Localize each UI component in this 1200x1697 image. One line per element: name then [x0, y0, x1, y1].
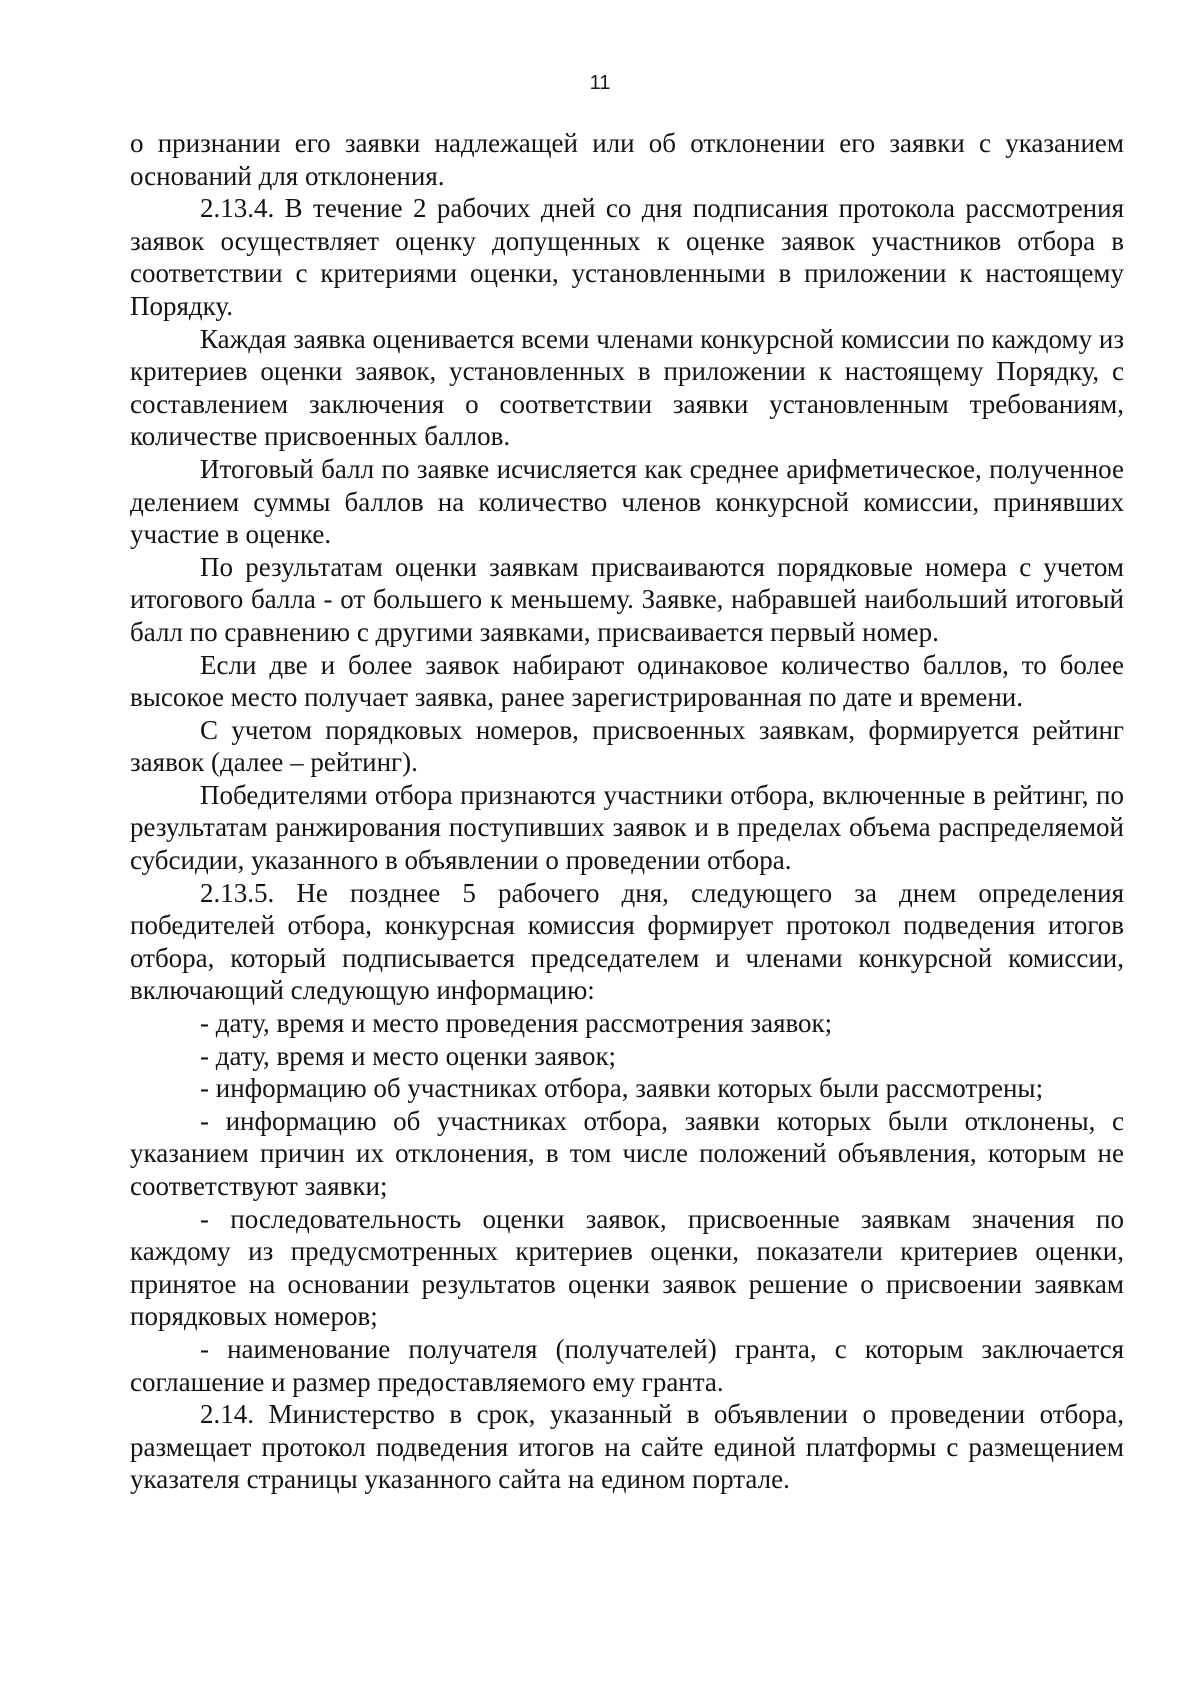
list-item-evaluation-date: - дату, время и место оценки заявок;: [200, 1040, 617, 1071]
paragraph-rating: С учетом порядковых номеров, присвоенных заявкам, формируется рейтинг заявок (далее – рейтинг).: [130, 714, 1124, 778]
document-body: [130, 127, 1124, 1496]
paragraph-final-score: Итоговый балл по заявке исчисляется как среднее арифметическое, полученное делением суммы баллов на количество членов конкурсной комиссии, принявших участие в оценке.: [130, 453, 1124, 550]
paragraph-2-13-4: 2.13.4. В течение 2 рабочих дней со дня подписания протокола рассмотрения заявок осуществляет оценку допущенных к оценке заявок участников отбора в соответствии с критериями оценки, установленными в приложении к настоящему Порядку.: [130, 193, 1124, 321]
list-item-evaluation-sequence: - последовательность оценки заявок, присвоенные заявкам значения по каждому из предусмотренных критериев оценки, показатели критериев оценки, принятое на основании результатов оценки заявок решение о присвоении заявкам порядковых номеров;: [130, 1203, 1124, 1332]
paragraph-continuation: о признании его заявки надлежащей или об отклонении его заявки с указанием оснований для отклонения.: [130, 128, 1124, 191]
paragraph-2-14: 2.14. Министерство в срок, указанный в объявлении о проведении отбора, размещает протокол подведения итогов на сайте единой платформы с размещением указателя страницы указанного сайта на едином портале.: [130, 1399, 1124, 1495]
list-item-rejected-participants: - информацию об участниках отбора, заявки которых были отклонены, с указанием причин их отклонения, в том числе положений объявления, которым не соответствуют заявки;: [130, 1105, 1124, 1201]
paragraph-ordinal-numbers: По результатам оценки заявкам присваиваются порядковые номера с учетом итогового балла - от большего к меньшему. Заявке, набравшей наибольший итоговый балл по сравнению с другими заявками, присваивается первый номер.: [130, 551, 1124, 647]
list-item-grant-recipient: - наименование получателя (получателей) гранта, с которым заключается соглашение и размер предоставляемого ему гранта.: [130, 1333, 1124, 1397]
paragraph-evaluation-by-members: Каждая заявка оценивается всеми членами конкурсной комиссии по каждому из критериев оценки заявок, установленных в приложении к настоящему Порядку, с составлением заключения о соответствии заявки установленным требованиям, количестве присвоенных баллов.: [130, 323, 1124, 452]
page-number: 11: [589, 72, 611, 94]
list-item-reviewed-participants: - информацию об участниках отбора, заявки которых были рассмотрены;: [200, 1073, 1044, 1104]
list-item-review-date: - дату, время и место проведения рассмотрения заявок;: [200, 1008, 833, 1039]
paragraph-winners: Победителями отбора признаются участники отбора, включенные в рейтинг, по результатам ранжирования поступивших заявок и в пределах объема распределяемой субсидии, указанного в объявлении о проведении отбора.: [130, 779, 1124, 876]
paragraph-equal-scores: Если две и более заявок набирают одинаковое количество баллов, то более высокое место получает заявка, ранее зарегистрированная по дате и времени.: [130, 649, 1124, 713]
paragraph-2-13-5: 2.13.5. Не позднее 5 рабочего дня, следующего за днем определения победителей отбора, конкурсная комиссия формирует протокол подведения итогов отбора, который подписывается председателем и членами конкурсной комиссии, включающий следующую информацию:: [130, 877, 1124, 1006]
